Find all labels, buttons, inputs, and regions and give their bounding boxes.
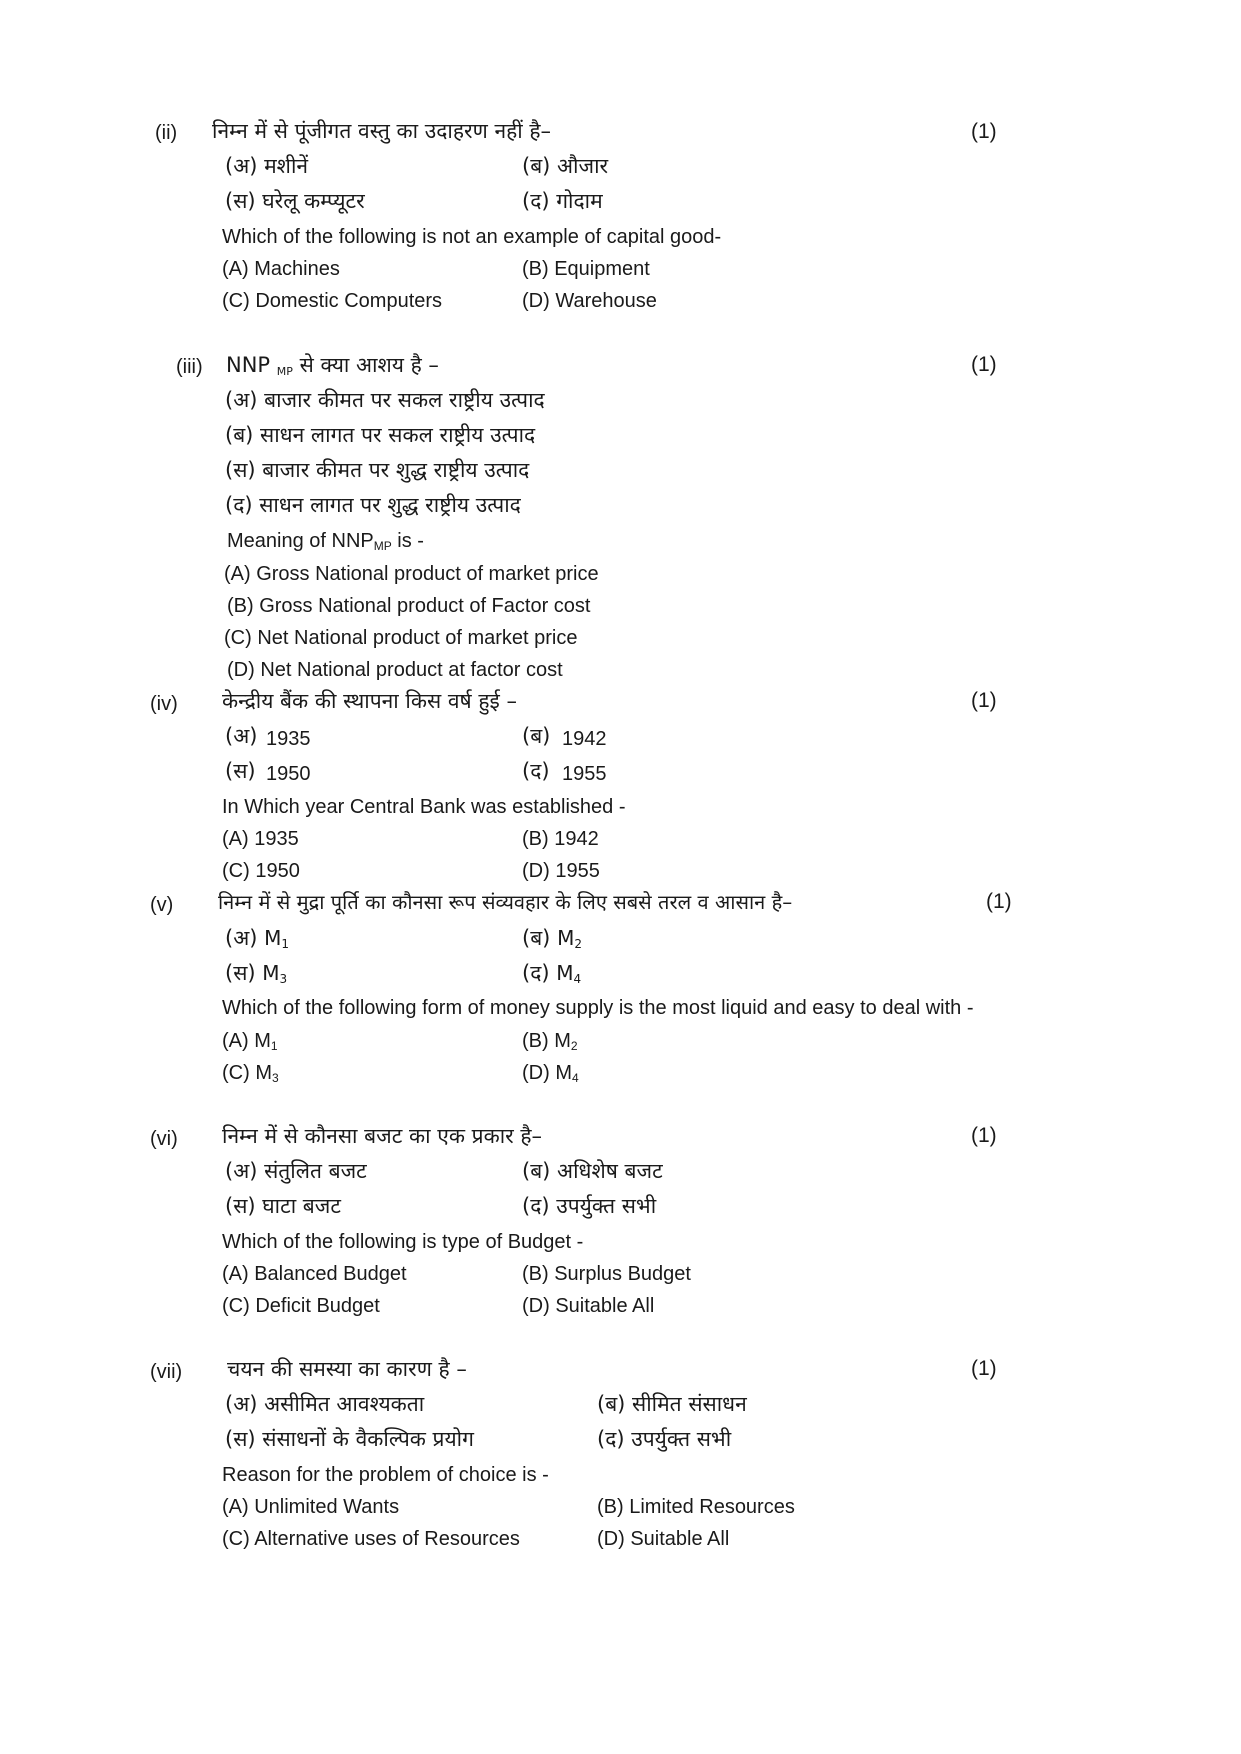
english-question: Meaning of $NNP_{MP}$ is - — [227, 530, 424, 553]
english-option-a: (A) $M_1$ — [222, 1030, 278, 1053]
english-option-a: (A) Machines — [222, 258, 340, 280]
english-option-b: (B) Equipment — [522, 258, 650, 280]
english-question: Which of the following is type of Budget - — [222, 1231, 584, 1253]
english-option-d: (D) Suitable All — [522, 1295, 655, 1317]
english-option-a: (A) 1935 — [222, 828, 299, 850]
english-option-b: (B) $M_2$ — [522, 1030, 578, 1053]
hindi-question: निम्न में से कौनसा बजट का एक प्रकार है– — [222, 1124, 543, 1148]
hindi-option-a: (अ) मशीनें — [225, 154, 309, 178]
hindi-option-d: (द) $M_4$ — [522, 961, 582, 986]
question-number: (vi) — [150, 1128, 178, 1150]
question-number: (v) — [150, 894, 174, 916]
hindi-option-b: (ब) औजार — [522, 154, 609, 178]
hindi-option-a: (अ) बाजार कीमत पर सकल राष्ट्रीय उत्पाद — [225, 388, 545, 412]
english-option-d: (D) Warehouse — [522, 290, 657, 312]
hindi-option-a-label: (अ) — [225, 724, 258, 748]
question-number: (ii) — [155, 122, 178, 144]
hindi-option-b-value: 1942 — [562, 728, 607, 750]
hindi-option-a: (अ) संतुलित बजट — [225, 1159, 367, 1183]
english-option-c: (C) Alternative uses of Resources — [222, 1528, 520, 1550]
hindi-option-a-value: 1935 — [266, 728, 311, 750]
english-question: In Which year Central Bank was established - — [222, 796, 626, 818]
english-option-b: (B) 1942 — [522, 828, 599, 850]
hindi-question: निम्न में से पूंजीगत वस्तु का उदाहरण नहीं है– — [212, 119, 552, 143]
hindi-option-d: (द) गोदाम — [522, 189, 603, 213]
english-option-d: (D) 1955 — [522, 860, 600, 882]
hindi-option-d-label: (द) — [522, 759, 550, 783]
hindi-option-d: (द) साधन लागत पर शुद्ध राष्ट्रीय उत्पाद — [225, 493, 521, 517]
english-question: Reason for the problem of choice is - — [222, 1464, 549, 1486]
hindi-option-c: (स) $M_3$ — [225, 961, 288, 986]
question-number: (iv) — [150, 693, 178, 715]
english-option-a: (A) Gross National product of market price — [224, 563, 599, 585]
hindi-option-d-value: 1955 — [562, 763, 607, 785]
marks-label: (1) — [971, 1124, 997, 1147]
hindi-option-c-value: 1950 — [266, 763, 311, 785]
marks-label: (1) — [971, 689, 997, 712]
english-option-d: (D) $M_4$ — [522, 1062, 579, 1085]
hindi-option-a: (अ) असीमित आवश्यकता — [225, 1392, 425, 1416]
hindi-option-c: (स) संसाधनों के वैकल्पिक प्रयोग — [225, 1427, 474, 1451]
english-option-a: (A) Unlimited Wants — [222, 1496, 400, 1518]
english-option-d: (D) Suitable All — [597, 1528, 730, 1550]
hindi-option-b: (ब) सीमित संसाधन — [597, 1392, 747, 1416]
hindi-option-a: (अ) $M_1$ — [225, 926, 290, 951]
marks-label: (1) — [971, 1357, 997, 1380]
marks-label: (1) — [971, 353, 997, 376]
english-option-b: (B) Surplus Budget — [522, 1263, 691, 1285]
hindi-question: चयन की समस्या का कारण है – — [227, 1357, 467, 1381]
hindi-option-b: (ब) $M_2$ — [522, 926, 582, 951]
hindi-option-b: (ब) अधिशेष बजट — [522, 1159, 663, 1183]
marks-label: (1) — [986, 890, 1012, 913]
english-option-b: (B) Limited Resources — [597, 1496, 795, 1518]
hindi-option-d: (द) उपर्युक्त सभी — [522, 1194, 657, 1218]
english-option-c: (C) 1950 — [222, 860, 300, 882]
english-option-a: (A) Balanced Budget — [222, 1263, 407, 1285]
question-number: (iii) — [176, 356, 203, 378]
english-option-b: (B) Gross National product of Factor cost — [227, 595, 591, 617]
hindi-option-c: (स) घरेलू कम्प्यूटर — [225, 189, 365, 213]
marks-label: (1) — [971, 120, 997, 143]
english-option-c: (C) Deficit Budget — [222, 1295, 380, 1317]
hindi-question: केन्द्रीय बैंक की स्थापना किस वर्ष हुई – — [222, 689, 517, 713]
question-number: (vii) — [150, 1361, 183, 1383]
hindi-question: निम्न में से मुद्रा पूर्ति का कौनसा रूप संव्यवहार के लिए सबसे तरल व आसान है– — [218, 890, 793, 914]
hindi-option-c: (स) घाटा बजट — [225, 1194, 341, 1218]
english-option-c: (C) Domestic Computers — [222, 290, 443, 312]
english-question: Which of the following is not an example of capital good- — [222, 226, 722, 248]
english-question: Which of the following form of money supply is the most liquid and easy to deal with - — [222, 997, 974, 1019]
hindi-option-b: (ब) साधन लागत पर सकल राष्ट्रीय उत्पाद — [225, 423, 536, 447]
hindi-option-d: (द) उपर्युक्त सभी — [597, 1427, 732, 1451]
english-option-c: (C) Net National product of market price — [224, 627, 578, 649]
english-option-d: (D) Net National product at factor cost — [227, 659, 563, 681]
hindi-option-c: (स) बाजार कीमत पर शुद्ध राष्ट्रीय उत्पाद — [225, 458, 530, 482]
hindi-option-c-label: (स) — [225, 759, 256, 783]
hindi-option-b-label: (ब) — [522, 724, 551, 748]
hindi-question: NNP $_{MP}$ से क्या आशय है – — [226, 353, 439, 378]
english-option-c: (C) $M_3$ — [222, 1062, 279, 1085]
